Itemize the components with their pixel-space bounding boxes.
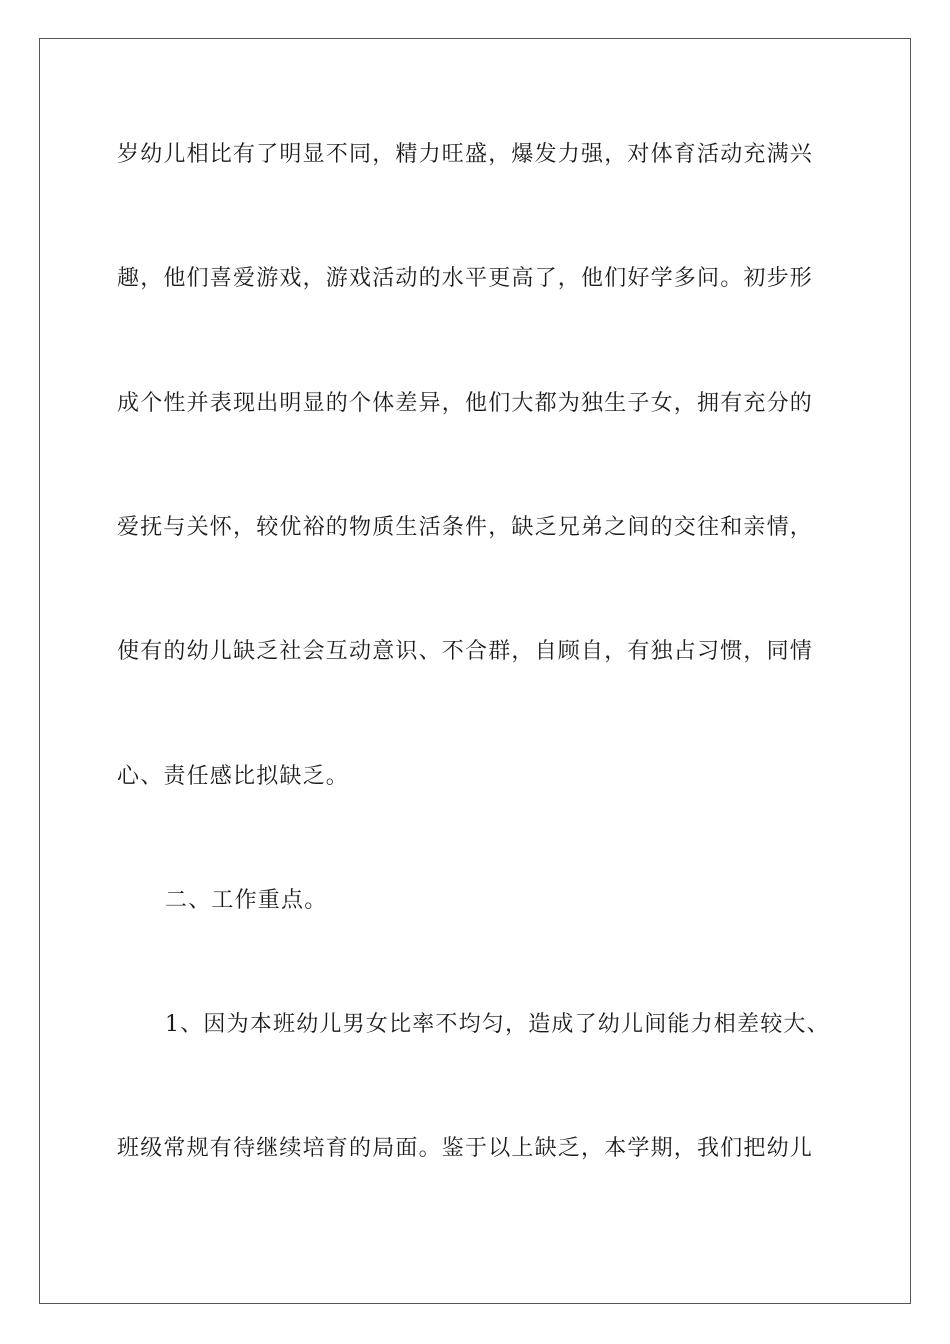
section-heading: 二、工作重点。 (165, 888, 328, 913)
text-line: 1、因为本班幼儿男女比率不均匀，造成了幼儿间能力相差较大、 (165, 1012, 830, 1037)
text-line: 趣，他们喜爱游戏，游戏活动的水平更高了，他们好学多问。初步形 (117, 266, 814, 291)
text-line: 心、责任感比拟缺乏。 (117, 764, 350, 789)
text-line: 岁幼儿相比有了明显不同，精力旺盛，爆发力强，对体育活动充满兴 (117, 142, 814, 167)
text-line: 成个性并表现出明显的个体差异，他们大都为独生子女，拥有充分的 (117, 391, 814, 416)
text-line: 使有的幼儿缺乏社会互动意识、不合群，自顾自，有独占习惯，同情 (117, 639, 814, 664)
text-line: 班级常规有待继续培育的局面。鉴于以上缺乏，本学期，我们把幼儿 (117, 1136, 814, 1161)
page-frame (39, 38, 911, 1304)
text-line: 爱抚与关怀，较优裕的物质生活条件，缺乏兄弟之间的交往和亲情， (117, 515, 814, 540)
